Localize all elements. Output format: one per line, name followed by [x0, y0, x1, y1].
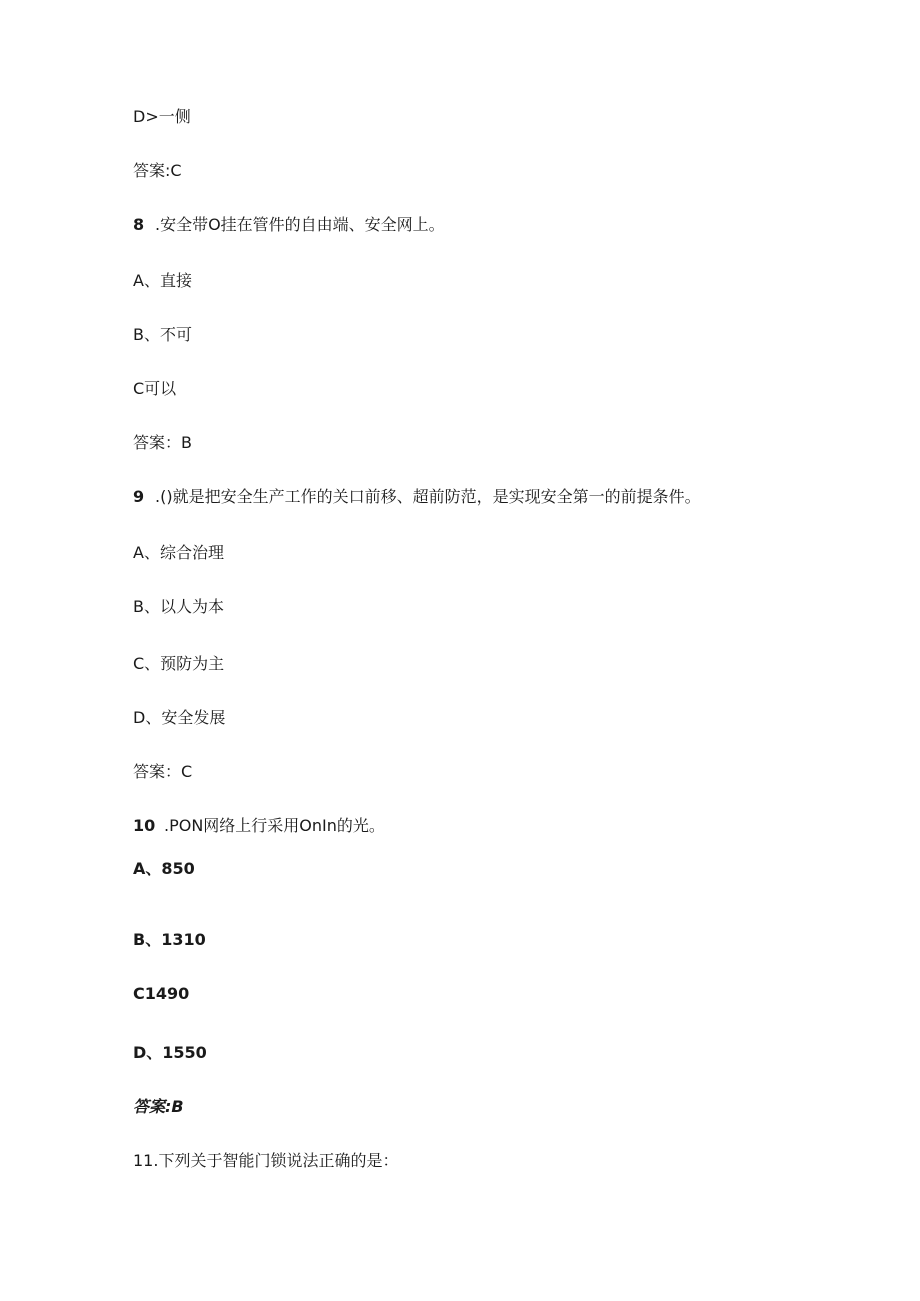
- answer-q9: 答案：C: [133, 762, 193, 781]
- question-10: [133, 815, 385, 837]
- question-10-number: 10: [133, 816, 156, 835]
- question-10-text: .PON网络上行采用OnIn的光。: [164, 816, 385, 835]
- question-9-text: .()就是把安全生产工作的关口前移、超前防范，是实现安全第一的前提条件。: [155, 487, 701, 506]
- answer-q10: 答案:B: [133, 1097, 184, 1116]
- answer-q7: 答案:C: [133, 161, 182, 180]
- question-9: [133, 486, 701, 508]
- answer-q8: 答案：B: [133, 433, 192, 452]
- option-b-q9: B、以人为本: [133, 597, 224, 616]
- option-d-q9: D、安全发展: [133, 708, 226, 727]
- question-8-text: .安全带O挂在管件的自由端、安全网上。: [155, 215, 445, 234]
- option-a-q10: A、850: [133, 859, 195, 878]
- option-c-q9: C、预防为主: [133, 654, 225, 673]
- option-c-q10: C1490: [133, 984, 190, 1003]
- option-a-q8: A、直接: [133, 271, 192, 290]
- option-d-q7: D>一侧: [133, 107, 191, 126]
- option-a-q9: A、综合治理: [133, 543, 224, 562]
- option-b-q8: B、不可: [133, 325, 192, 344]
- question-8: [133, 214, 445, 236]
- question-11: 11.下列关于智能门锁说法正确的是：: [133, 1151, 399, 1170]
- question-9-number: 9: [133, 487, 145, 506]
- option-c-q8: C可以: [133, 379, 177, 398]
- option-b-q10: B、1310: [133, 930, 206, 949]
- question-8-number: 8: [133, 215, 145, 234]
- option-d-q10: D、1550: [133, 1043, 207, 1062]
